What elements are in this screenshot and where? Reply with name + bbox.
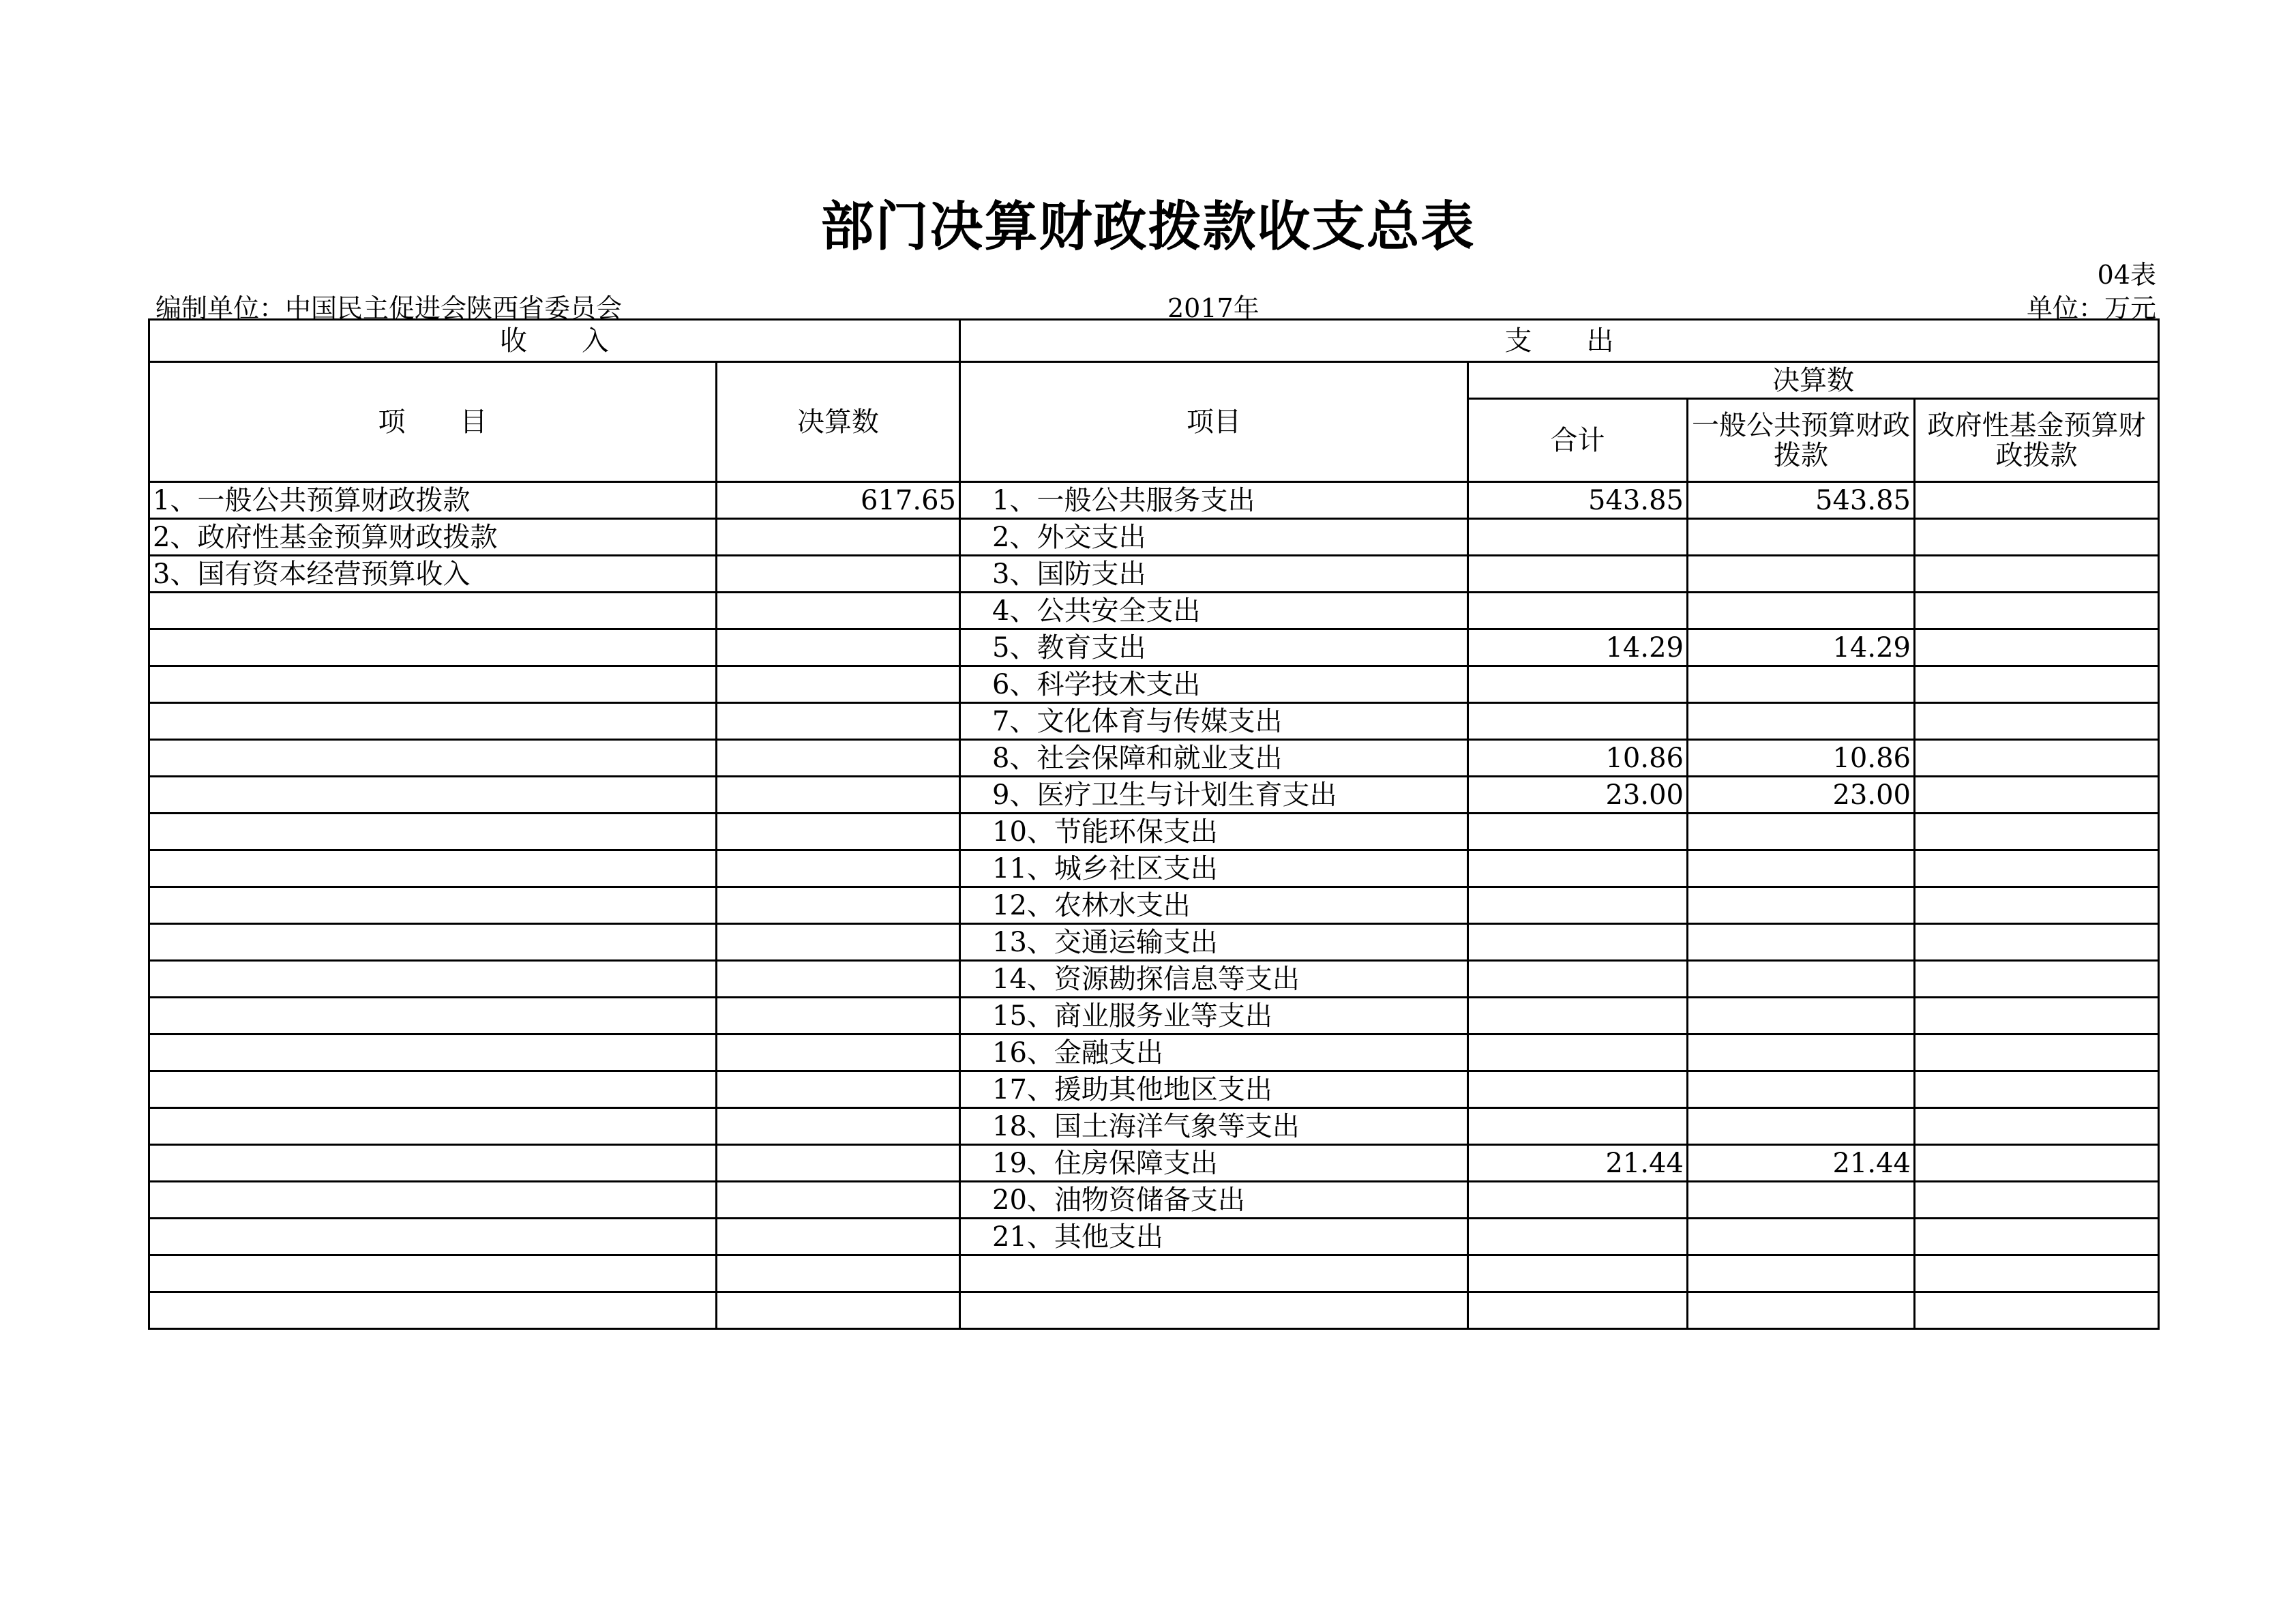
income-amount-cell bbox=[717, 814, 960, 850]
table-row bbox=[149, 1219, 2159, 1255]
income-item-cell bbox=[149, 924, 717, 961]
total-cell bbox=[1468, 814, 1688, 850]
page-title: 部门决算财政拨款收支总表 bbox=[820, 196, 1476, 258]
table-row bbox=[149, 1108, 2159, 1145]
income-amount-cell bbox=[717, 1145, 960, 1182]
table-row bbox=[149, 1255, 2159, 1292]
expense-item-cell: 3、国防支出 bbox=[960, 556, 1468, 593]
general-budget-cell bbox=[1688, 1108, 1915, 1145]
expense-amount-group-header: 决算数 bbox=[1468, 362, 2159, 399]
income-amount-cell bbox=[717, 629, 960, 666]
total-cell bbox=[1468, 593, 1688, 629]
expense-item-cell: 4、公共安全支出 bbox=[960, 593, 1468, 629]
fund-budget-cell bbox=[1915, 666, 2159, 703]
total-cell: 14.29 bbox=[1468, 629, 1688, 666]
general-budget-cell bbox=[1688, 556, 1915, 593]
total-cell bbox=[1468, 1255, 1688, 1292]
income-amount-cell bbox=[717, 1255, 960, 1292]
fund-budget-cell bbox=[1915, 1071, 2159, 1108]
expense-item-cell: 18、国土海洋气象等支出 bbox=[960, 1108, 1468, 1145]
total-cell bbox=[1468, 1292, 1688, 1329]
expense-item-cell: 11、城乡社区支出 bbox=[960, 850, 1468, 887]
general-budget-cell bbox=[1688, 1034, 1915, 1071]
general-budget-cell bbox=[1688, 887, 1915, 924]
table-row bbox=[149, 887, 2159, 924]
fund-budget-cell bbox=[1915, 519, 2159, 556]
fund-budget-cell bbox=[1915, 482, 2159, 519]
income-item-cell bbox=[149, 740, 717, 777]
table-row bbox=[149, 703, 2159, 740]
income-item-cell bbox=[149, 777, 717, 814]
income-item-cell bbox=[149, 1034, 717, 1071]
general-budget-cell bbox=[1688, 1071, 1915, 1108]
expense-item-cell: 7、文化体育与传媒支出 bbox=[960, 703, 1468, 740]
income-item-cell bbox=[149, 961, 717, 998]
income-amount-cell bbox=[717, 1219, 960, 1255]
total-cell: 10.86 bbox=[1468, 740, 1688, 777]
table-row bbox=[149, 998, 2159, 1034]
fund-budget-cell bbox=[1915, 1034, 2159, 1071]
income-amount-cell bbox=[717, 1108, 960, 1145]
table-row bbox=[149, 777, 2159, 814]
income-amount-cell bbox=[717, 1292, 960, 1329]
income-item-cell bbox=[149, 1219, 717, 1255]
income-amount-cell bbox=[717, 1071, 960, 1108]
income-item-cell bbox=[149, 1108, 717, 1145]
fund-budget-cell bbox=[1915, 740, 2159, 777]
table-row bbox=[149, 519, 2159, 556]
general-budget-cell bbox=[1688, 1292, 1915, 1329]
fund-budget-cell bbox=[1915, 556, 2159, 593]
income-item-cell bbox=[149, 593, 717, 629]
expense-item-cell: 16、金融支出 bbox=[960, 1034, 1468, 1071]
expense-item-cell: 1、一般公共服务支出 bbox=[960, 482, 1468, 519]
expense-item-cell bbox=[960, 1255, 1468, 1292]
fund-budget-cell bbox=[1915, 1145, 2159, 1182]
income-item-header: 项 目 bbox=[149, 362, 717, 482]
fund-budget-header: 政府性基金预算财政拨款 bbox=[1915, 399, 2159, 482]
total-cell bbox=[1468, 1219, 1688, 1255]
general-budget-cell bbox=[1688, 1219, 1915, 1255]
general-budget-cell bbox=[1688, 593, 1915, 629]
expense-item-cell: 5、教育支出 bbox=[960, 629, 1468, 666]
general-budget-cell bbox=[1688, 519, 1915, 556]
income-item-cell bbox=[149, 1182, 717, 1219]
total-cell bbox=[1468, 1182, 1688, 1219]
table-row bbox=[149, 1182, 2159, 1219]
expense-item-cell: 12、农林水支出 bbox=[960, 887, 1468, 924]
income-item-cell bbox=[149, 1255, 717, 1292]
expense-item-cell: 2、外交支出 bbox=[960, 519, 1468, 556]
income-item-cell: 1、一般公共预算财政拨款 bbox=[149, 482, 717, 519]
expense-item-cell: 8、社会保障和就业支出 bbox=[960, 740, 1468, 777]
table-row bbox=[149, 814, 2159, 850]
general-budget-header: 一般公共预算财政拨款 bbox=[1688, 399, 1915, 482]
income-amount-cell bbox=[717, 777, 960, 814]
expense-item-cell: 13、交通运输支出 bbox=[960, 924, 1468, 961]
expense-item-cell: 9、医疗卫生与计划生育支出 bbox=[960, 777, 1468, 814]
general-budget-cell: 23.00 bbox=[1688, 777, 1915, 814]
income-amount-cell bbox=[717, 666, 960, 703]
expense-section-header: 支 出 bbox=[960, 320, 2159, 362]
fund-budget-cell bbox=[1915, 1182, 2159, 1219]
table-row bbox=[149, 850, 2159, 887]
fund-budget-cell bbox=[1915, 703, 2159, 740]
income-amount-cell bbox=[717, 556, 960, 593]
fund-budget-cell bbox=[1915, 1255, 2159, 1292]
expense-item-cell bbox=[960, 1292, 1468, 1329]
general-budget-cell bbox=[1688, 961, 1915, 998]
general-budget-cell: 543.85 bbox=[1688, 482, 1915, 519]
expense-item-cell: 21、其他支出 bbox=[960, 1219, 1468, 1255]
general-budget-cell: 21.44 bbox=[1688, 1145, 1915, 1182]
general-budget-cell bbox=[1688, 1255, 1915, 1292]
total-cell bbox=[1468, 924, 1688, 961]
general-budget-cell bbox=[1688, 814, 1915, 850]
general-budget-cell: 14.29 bbox=[1688, 629, 1915, 666]
income-amount-cell bbox=[717, 924, 960, 961]
fund-budget-cell bbox=[1915, 1108, 2159, 1145]
income-amount-cell bbox=[717, 887, 960, 924]
income-amount-cell bbox=[717, 1034, 960, 1071]
table-row bbox=[149, 1145, 2159, 1182]
income-amount-cell bbox=[717, 961, 960, 998]
income-amount-cell bbox=[717, 1182, 960, 1219]
table-row bbox=[149, 924, 2159, 961]
general-budget-cell bbox=[1688, 666, 1915, 703]
income-amount-cell bbox=[717, 740, 960, 777]
fund-budget-cell bbox=[1915, 961, 2159, 998]
table-row bbox=[149, 666, 2159, 703]
total-header: 合计 bbox=[1468, 399, 1688, 482]
income-item-cell bbox=[149, 1292, 717, 1329]
total-cell bbox=[1468, 1071, 1688, 1108]
table-row bbox=[149, 556, 2159, 593]
table-row bbox=[149, 629, 2159, 666]
organization-label: 编制单位：中国民主促进会陕西省委员会 bbox=[155, 293, 623, 323]
table-number: 04表 bbox=[2097, 260, 2156, 290]
total-cell bbox=[1468, 703, 1688, 740]
unit-label: 单位：万元 bbox=[2026, 293, 2156, 323]
income-amount-cell bbox=[717, 703, 960, 740]
total-cell: 23.00 bbox=[1468, 777, 1688, 814]
fund-budget-cell bbox=[1915, 629, 2159, 666]
income-amount-header: 决算数 bbox=[717, 362, 960, 482]
income-item-cell: 2、政府性基金预算财政拨款 bbox=[149, 519, 717, 556]
total-cell bbox=[1468, 998, 1688, 1034]
income-item-cell bbox=[149, 850, 717, 887]
expense-item-cell: 20、油物资储备支出 bbox=[960, 1182, 1468, 1219]
total-cell bbox=[1468, 1108, 1688, 1145]
total-cell: 21.44 bbox=[1468, 1145, 1688, 1182]
income-section-header: 收 入 bbox=[149, 320, 960, 362]
income-item-cell bbox=[149, 998, 717, 1034]
total-cell bbox=[1468, 666, 1688, 703]
table-row bbox=[149, 482, 2159, 519]
general-budget-cell bbox=[1688, 703, 1915, 740]
table-row bbox=[149, 961, 2159, 998]
total-cell bbox=[1468, 850, 1688, 887]
fund-budget-cell bbox=[1915, 850, 2159, 887]
income-item-cell: 3、国有资本经营预算收入 bbox=[149, 556, 717, 593]
income-item-cell bbox=[149, 887, 717, 924]
expense-item-cell: 14、资源勘探信息等支出 bbox=[960, 961, 1468, 998]
fund-budget-cell bbox=[1915, 887, 2159, 924]
expense-item-cell: 10、节能环保支出 bbox=[960, 814, 1468, 850]
table-row bbox=[149, 593, 2159, 629]
year-label: 2017年 bbox=[1167, 293, 1259, 323]
total-cell bbox=[1468, 1034, 1688, 1071]
fund-budget-cell bbox=[1915, 1219, 2159, 1255]
income-amount-cell bbox=[717, 593, 960, 629]
table-row bbox=[149, 1071, 2159, 1108]
expense-item-cell: 17、援助其他地区支出 bbox=[960, 1071, 1468, 1108]
general-budget-cell bbox=[1688, 924, 1915, 961]
income-item-cell bbox=[149, 666, 717, 703]
total-cell bbox=[1468, 519, 1688, 556]
total-cell: 543.85 bbox=[1468, 482, 1688, 519]
general-budget-cell bbox=[1688, 998, 1915, 1034]
fund-budget-cell bbox=[1915, 924, 2159, 961]
fund-budget-cell bbox=[1915, 814, 2159, 850]
expense-item-cell: 19、住房保障支出 bbox=[960, 1145, 1468, 1182]
table-row bbox=[149, 1292, 2159, 1329]
income-item-cell bbox=[149, 629, 717, 666]
total-cell bbox=[1468, 887, 1688, 924]
total-cell bbox=[1468, 556, 1688, 593]
expense-item-cell: 15、商业服务业等支出 bbox=[960, 998, 1468, 1034]
income-amount-cell bbox=[717, 850, 960, 887]
income-amount-cell: 617.65 bbox=[717, 482, 960, 519]
general-budget-cell bbox=[1688, 850, 1915, 887]
table-row bbox=[149, 740, 2159, 777]
fund-budget-cell bbox=[1915, 1292, 2159, 1329]
income-item-cell bbox=[149, 814, 717, 850]
table-row bbox=[149, 1034, 2159, 1071]
general-budget-cell bbox=[1688, 1182, 1915, 1219]
budget-table bbox=[148, 318, 2160, 1330]
income-amount-cell bbox=[717, 998, 960, 1034]
income-amount-cell bbox=[717, 519, 960, 556]
income-item-cell bbox=[149, 703, 717, 740]
total-cell bbox=[1468, 961, 1688, 998]
fund-budget-cell bbox=[1915, 998, 2159, 1034]
fund-budget-cell bbox=[1915, 593, 2159, 629]
income-item-cell bbox=[149, 1145, 717, 1182]
fund-budget-cell bbox=[1915, 777, 2159, 814]
income-item-cell bbox=[149, 1071, 717, 1108]
expense-item-header: 项目 bbox=[960, 362, 1468, 482]
expense-item-cell: 6、科学技术支出 bbox=[960, 666, 1468, 703]
general-budget-cell: 10.86 bbox=[1688, 740, 1915, 777]
